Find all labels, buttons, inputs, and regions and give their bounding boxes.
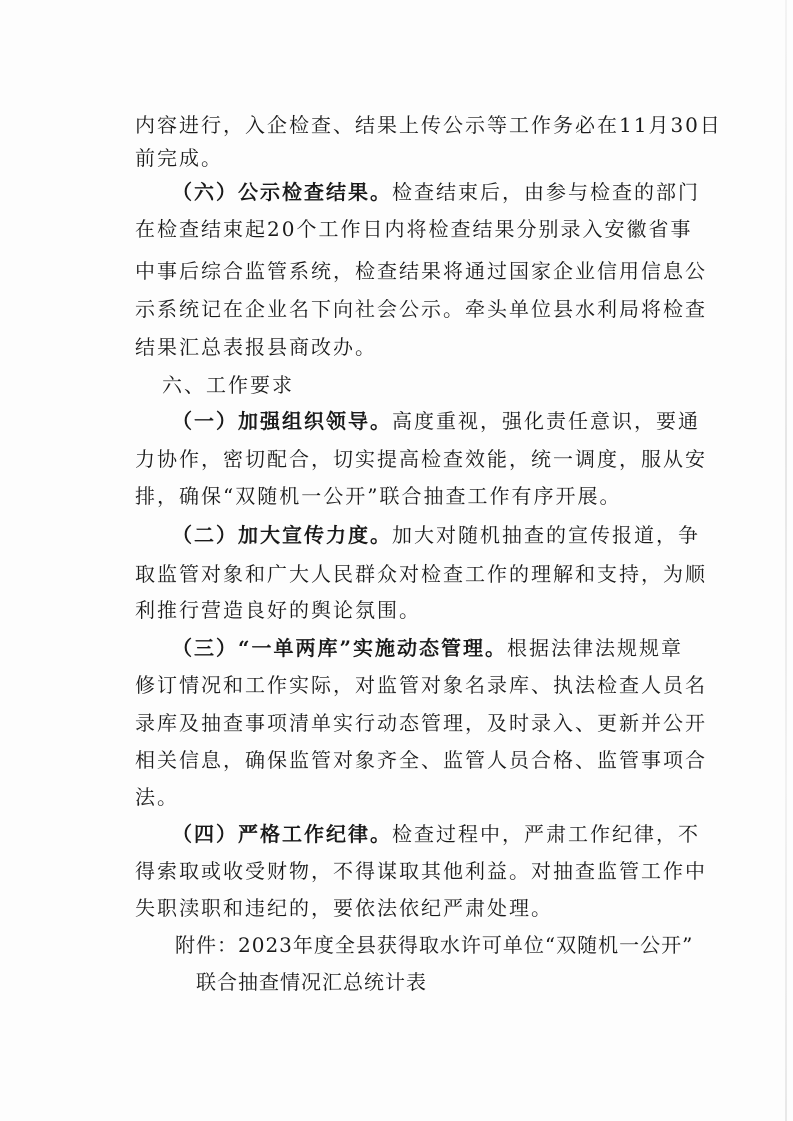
section-heading-6-public: （六）公示检查结果。检查结束后，由参与检查的部门: [172, 180, 700, 204]
attachment-line: 附件：2023年度全县获得取水许可单位“双随机一公开”: [175, 933, 694, 957]
section-heading-1: （一）加强组织领导。高度重视，强化责任意识，要通: [172, 409, 700, 433]
body-line: 内容进行，入企检查、结果上传公示等工作务必在11月30日: [135, 113, 722, 137]
body-line: 相关信息，确保监管对象齐全、监管人员合格、监管事项合: [135, 748, 707, 772]
body-line: 前完成。: [135, 146, 223, 170]
section-heading-2: （二）加大宣传力度。加大对随机抽查的宣传报道，争: [172, 523, 700, 547]
body-line: 录库及抽查事项清单实行动态管理，及时录入、更新并公开: [135, 711, 707, 735]
body-line: 示系统记在企业名下向社会公示。牵头单位县水利局将检查: [135, 297, 707, 321]
body-line: 中事后综合监管系统，检查结果将通过国家企业信用信息公: [135, 259, 707, 283]
body-line: 取监管对象和广大人民群众对检查工作的理解和支持，为顺: [135, 562, 707, 586]
body-line: 力协作，密切配合，切实提高检查效能，统一调度，服从安: [135, 447, 707, 471]
body-line: 结果汇总表报县商改办。: [135, 335, 377, 359]
body-line: 失职渎职和违纪的，要依法依纪严肃处理。: [135, 896, 553, 920]
attachment-line-continued: 联合抽查情况汇总统计表: [196, 970, 427, 994]
body-line: 得索取或收受财物，不得谋取其他利益。对抽查监管工作中: [135, 859, 707, 883]
chapter-heading-work-requirements: 六、工作要求: [162, 373, 294, 397]
body-line: 修订情况和工作实际，对监管对象名录库、执法检查人员名: [135, 673, 707, 697]
body-line: 排，确保“双随机一公开”联合抽查工作有序开展。: [135, 484, 622, 508]
body-line: 利推行营造良好的舆论氛围。: [135, 598, 421, 622]
section-heading-3: （三）“一单两库”实施动态管理。根据法律法规规章: [172, 636, 684, 660]
body-line: 在检查结束起20个工作日内将检查结果分别录入安徽省事: [135, 217, 693, 241]
scan-edge-shadow: [785, 0, 787, 1121]
body-line: 法。: [135, 785, 179, 809]
section-heading-4: （四）严格工作纪律。检查过程中，严肃工作纪律，不: [172, 822, 700, 846]
